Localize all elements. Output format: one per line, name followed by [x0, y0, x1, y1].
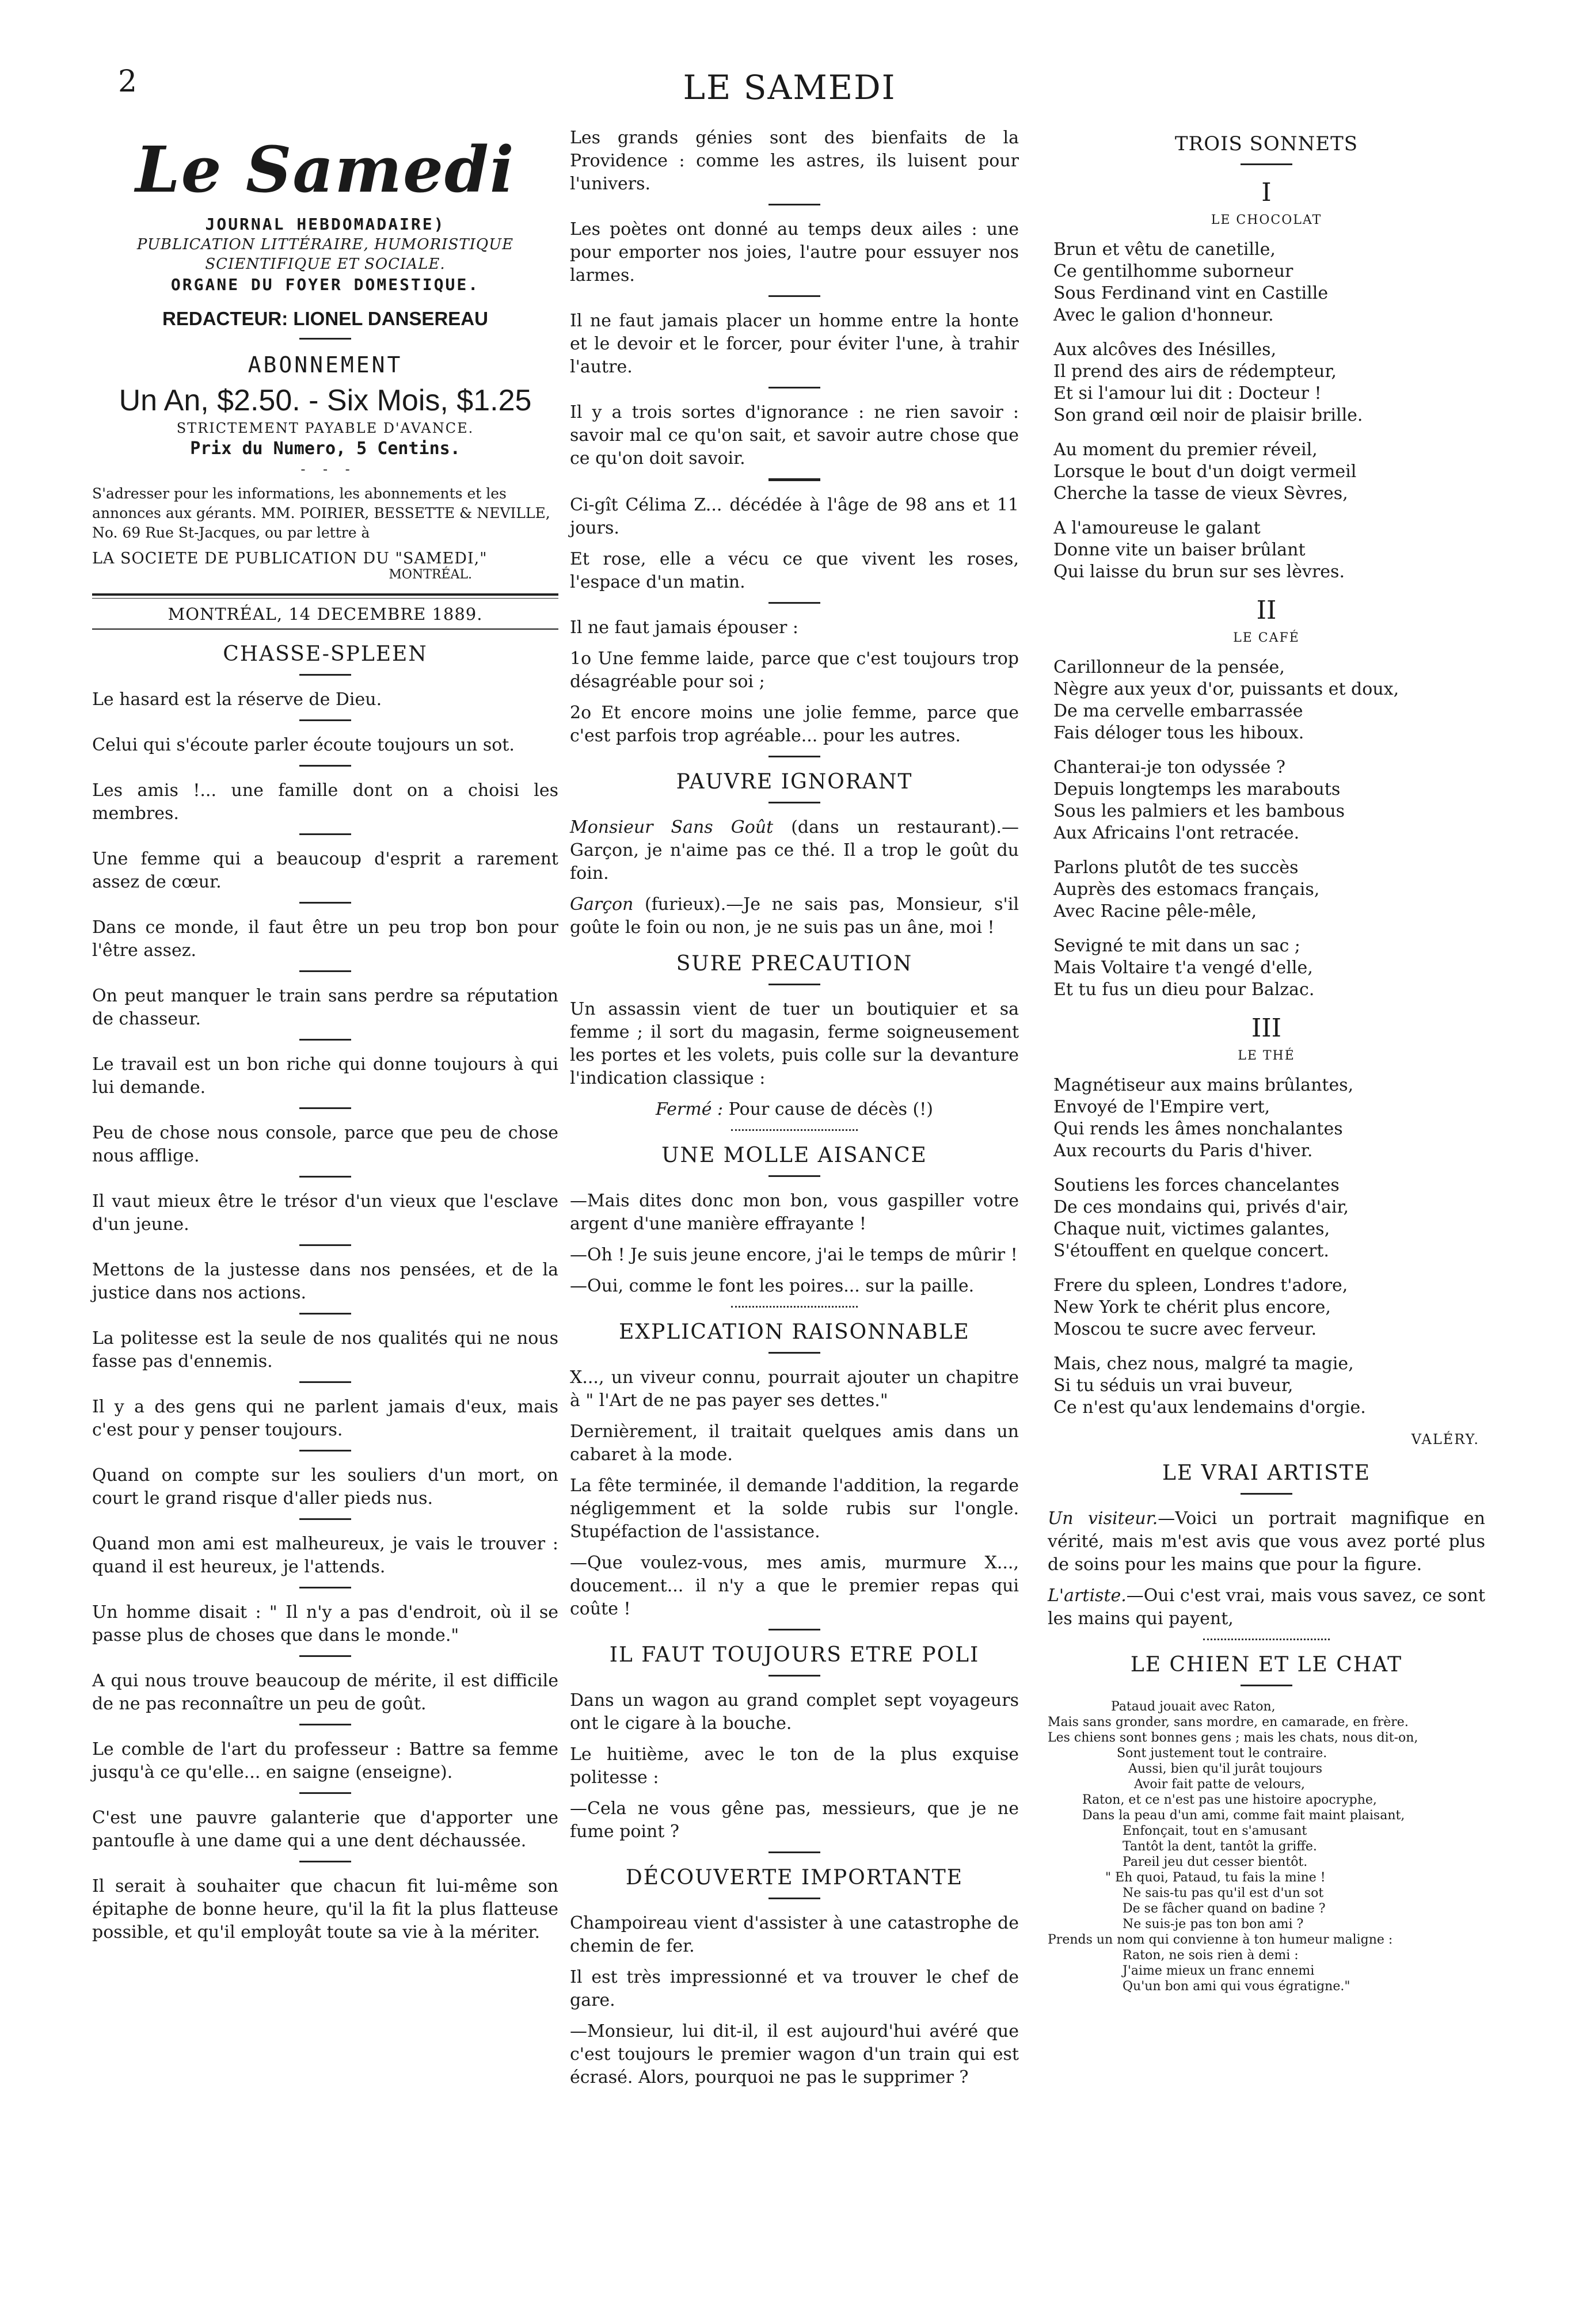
fable-line: Avoir fait patte de velours,: [1134, 1777, 1306, 1792]
fable-body: [1048, 1699, 1485, 1994]
fable-line: " Eh quoi, Pataud, tu fais la mine !: [1105, 1870, 1326, 1885]
paragraph-text: —Oui c'est vrai, mais vous savez, ce sont les mains qui payent,: [1048, 1586, 1485, 1629]
separator: [768, 1352, 820, 1354]
separator: [299, 833, 351, 835]
verse-line: Carillonneur de la pensée,: [1053, 657, 1285, 677]
fable-line: Qu'un bon ami qui vous égratigne.": [1123, 1979, 1350, 1994]
verse-line: Auprès des estomacs français,: [1053, 879, 1320, 900]
paragraph: —Que voulez-vous, mes amis, murmure X..., doucement... il n'y a que le premier repas qui coûte !: [570, 1553, 1019, 1619]
sonnet-subtitle: LE CAFÉ: [1233, 631, 1300, 645]
verse-line: Sevigné te mit dans un sac ;: [1053, 936, 1300, 956]
verse-line: Fais déloger tous les hiboux.: [1053, 723, 1304, 743]
paragraph: —Oh ! Je suis jeune encore, j'ai le temps de mûrir !: [570, 1245, 1018, 1265]
paragraph-text: —Voici un portrait magnifique en vérité, mais m'est avis que vous avez porté plus de soins pour les mains que pour la figure.: [1048, 1508, 1486, 1575]
stanza: [1053, 339, 1485, 426]
separator: [299, 1244, 351, 1246]
maxim: 1o Une femme laide, parce que c'est toujours trop désagréable pour soi ;: [570, 649, 1019, 692]
fable-line: Tantôt la dent, tantôt la griffe.: [1123, 1839, 1317, 1854]
paragraph-text: (dans un restaurant).—Garçon, je n'aime pas ce thé. Il a trop le goût du foin.: [570, 817, 1019, 883]
verse-line: Frere du spleen, Londres t'adore,: [1053, 1275, 1348, 1296]
maxim: Quand mon ami est malheureux, je vais le trouver : quand il est heureux, je l'attends.: [92, 1534, 558, 1577]
separator: [299, 1107, 351, 1109]
fable-line: Aussi, bien qu'il jurât toujours: [1128, 1762, 1323, 1776]
stanza: [1053, 239, 1485, 326]
fable-line: De se fâcher quand on badine ?: [1123, 1902, 1326, 1916]
maxim: Les amis !... une famille dont on a choisi les membres.: [92, 780, 558, 824]
paragraph: Il est très impressionné et va trouver le chef de gare.: [570, 1967, 1019, 2010]
verse-line: Aux recourts du Paris d'hiver.: [1053, 1141, 1313, 1161]
separator: [299, 1655, 351, 1657]
sonnet-subtitle: LE THÉ: [1238, 1049, 1295, 1063]
maxim: Il y a trois sortes d'ignorance : ne rien savoir : savoir mal ce qu'on sait, et savoir autre chose que ce qu'on doit savoir.: [570, 402, 1019, 468]
section-title-decouverte: DÉCOUVERTE IMPORTANTE: [625, 1866, 964, 1889]
verse-line: S'étouffent en quelque concert.: [1053, 1241, 1329, 1261]
verse-line: Il prend des airs de rédempteur,: [1053, 361, 1337, 382]
maxim: Il y a des gens qui ne parlent jamais d'eux, mais c'est pour y penser toujours.: [92, 1397, 558, 1440]
masthead-notice: S'adresser pour les informations, les abonnements et les annonces aux gérants. MM. POIRIER, BESSETTE & NEVILLE, No. 69 Rue St-Jacques, ou par lettre à: [92, 485, 550, 541]
fable-line: Pareil jeu dut cesser bientôt.: [1123, 1855, 1308, 1869]
separator: [768, 1629, 820, 1630]
sonnet-number: I: [1261, 178, 1272, 207]
page-number: 2: [118, 64, 138, 99]
masthead-pub-line-2: SCIENTIFIQUE ET SOCIALE.: [205, 256, 446, 273]
separator: [768, 1898, 820, 1899]
masthead-price: Un An, $2.50. - Six Mois, $1.25: [119, 384, 532, 417]
separator: [299, 902, 351, 904]
verse-line: Brun et vêtu de canetille,: [1053, 239, 1276, 260]
paragraph: Un assassin vient de tuer un boutiquier et sa femme ; il sort du magasin, ferme soigneusement les portes et les volets, puis colle sur la devanture l'indication classique :: [570, 999, 1019, 1088]
verse-line: Magnétiseur aux mains brûlantes,: [1053, 1075, 1354, 1095]
maxim: Le travail est un bon riche qui donne toujours à qui lui demande.: [92, 1054, 558, 1098]
speaker-label: Un visiteur.: [1048, 1508, 1158, 1529]
verse-line: Lorsque le bout d'un doigt vermeil: [1053, 462, 1357, 482]
masthead-redacteur: REDACTEUR: LIONEL DANSEREAU: [162, 308, 488, 329]
stanza: [1053, 1175, 1485, 1262]
paragraph: [570, 893, 1019, 939]
fable-line: Prends un nom qui convienne à ton humeur maligne :: [1048, 1933, 1393, 1947]
separator: [299, 1861, 351, 1862]
maxim: Un homme disait : " Il n'y a pas d'endroit, où il se passe plus de choses que dans le monde.": [92, 1602, 558, 1645]
maxim: La politesse est la seule de nos qualités qui ne nous fasse pas d'ennemis.: [92, 1328, 558, 1371]
maxim: Quand on compte sur les souliers d'un mort, on court le grand risque d'aller pieds nus.: [92, 1465, 558, 1508]
paragraph: [570, 1098, 1019, 1121]
section-title-chien-chat: LE CHIEN ET LE CHAT: [1130, 1653, 1403, 1677]
separator: [768, 478, 820, 481]
maxim: On peut manquer le train sans perdre sa réputation de chasseur.: [92, 986, 558, 1029]
paragraph: X..., un viveur connu, pourrait ajouter un chapitre à " l'Art de ne pas payer ses dettes.": [570, 1367, 1019, 1411]
fable-line: Sont justement tout le contraire.: [1117, 1746, 1327, 1761]
separator: [299, 1313, 351, 1315]
masthead-payable: STRICTEMENT PAYABLE D'AVANCE.: [176, 420, 474, 436]
paragraph: Dans un wagon au grand complet sept voyageurs ont le cigare à la bouche.: [570, 1690, 1019, 1734]
separator: [768, 756, 820, 757]
maxim: Il serait à souhaiter que chacun fit lui-même son épitaphe de bonne heure, qu'il la fit la plus flatteuse possible, et qu'il employât toute sa vie à la mériter.: [92, 1876, 558, 1942]
separator: [1241, 163, 1292, 165]
maxims-list: [92, 688, 558, 1944]
speaker-label: Garçon: [570, 894, 634, 915]
verse-line: Avec Racine pêle-mêle,: [1053, 901, 1257, 921]
separator: [299, 1381, 351, 1383]
masthead-rule: [92, 593, 558, 599]
maxim: 2o Et encore moins une jolie femme, parce que c'est parfois trop agréable... pour les autres.: [570, 703, 1019, 746]
separator: [731, 1129, 858, 1131]
paragraph-text: Pour cause de décès (!): [728, 1099, 933, 1119]
separator: [768, 602, 820, 604]
section-title-explication: EXPLICATION RAISONNABLE: [619, 1320, 970, 1344]
separator: [1241, 1493, 1292, 1495]
paragraph: —Oui, comme le font les poires... sur la paille.: [570, 1276, 975, 1296]
page-header: [0, 0, 1579, 115]
separator: [299, 1724, 351, 1725]
separator: [768, 295, 820, 297]
verse-line: Ce gentilhomme suborneur: [1053, 261, 1293, 281]
stanza: [1053, 439, 1485, 505]
maxim: Une femme qui a beaucoup d'esprit a rarement assez de cœur.: [92, 849, 558, 892]
verse-line: Et tu fus un dieu pour Balzac.: [1053, 980, 1315, 1000]
masthead-organ: ORGANE DU FOYER DOMESTIQUE.: [170, 275, 480, 294]
separator: [299, 719, 351, 721]
verse-line: De ces mondains qui, privés d'air,: [1053, 1197, 1349, 1217]
separator: [768, 387, 820, 388]
separator: [299, 1587, 351, 1588]
maxim: Les poètes ont donné au temps deux ailes : une pour emporter nos joies, l'autre pour essuyer nos larmes.: [570, 219, 1019, 285]
paragraph: —Cela ne vous gêne pas, messieurs, que je ne fume point ?: [570, 1799, 1019, 1842]
dateline: MONTRÉAL, 14 DECEMBRE 1889.: [168, 604, 483, 624]
verse-line: Moscou te sucre avec ferveur.: [1053, 1319, 1317, 1339]
paragraph: [1048, 1507, 1485, 1576]
running-head: LE SAMEDI: [683, 68, 896, 107]
verse-line: Son grand œil noir de plaisir brille.: [1053, 405, 1363, 425]
stanza: [1053, 1275, 1485, 1340]
maxim: Il ne faut jamais épouser :: [570, 618, 799, 638]
fable-line: Les chiens sont bonnes gens ; mais les chats, nous dit-on,: [1048, 1731, 1418, 1745]
verse-line: Et si l'amour lui dit : Docteur !: [1053, 383, 1322, 403]
section-title-chasse-spleen: CHASSE-SPLEEN: [223, 642, 428, 666]
paragraph: Dernièrement, il traitait quelques amis dans un cabaret à la mode.: [570, 1422, 1019, 1465]
masthead-title: Le Samedi: [135, 132, 515, 207]
separator: [299, 1792, 351, 1794]
section-title-sure-precaution: SURE PRECAUTION: [676, 952, 913, 976]
fable-line: Ne suis-je pas ton bon ami ?: [1123, 1917, 1304, 1931]
separator: [768, 984, 820, 985]
maxim: Les grands génies sont des bienfaits de la Providence : comme les astres, ils luisent pour l'univers.: [570, 128, 1019, 194]
verse-line: Qui rends les âmes nonchalantes: [1053, 1119, 1343, 1139]
fable-line: Pataud jouait avec Raton,: [1111, 1700, 1276, 1714]
stanza: [1053, 1075, 1485, 1162]
verse-line: Chaque nuit, victimes galantes,: [1053, 1219, 1330, 1239]
verse-line: Ce n'est qu'aux lendemains d'orgie.: [1053, 1397, 1366, 1418]
fable-line: J'aime mieux un franc ennemi: [1123, 1964, 1315, 1978]
maxim: Peu de chose nous console, parce que peu de chose nous afflige.: [92, 1123, 558, 1166]
sonnet-number: III: [1251, 1014, 1282, 1043]
separator: [768, 204, 820, 205]
paragraph-text: (furieux).—Je ne sais pas, Monsieur, s'il goûte le foin ou non, je ne suis pas un âne, moi !: [570, 894, 1019, 938]
fable-line: Mais sans gronder, sans mordre, en camarade, en frère.: [1048, 1715, 1409, 1729]
stanza: [1053, 657, 1485, 744]
fable-line: Dans la peau d'un ami, comme fait maint plaisant,: [1082, 1808, 1405, 1823]
masthead-abonnement: ABONNEMENT: [248, 352, 403, 378]
maxim: A qui nous trouve beaucoup de mérite, il est difficile de ne pas reconnaître un peu de goût.: [92, 1671, 558, 1714]
verse-line: Qui laisse du brun sur ses lèvres.: [1053, 562, 1345, 582]
column-2: [570, 127, 1019, 2097]
fable-line: Raton, et ce n'est pas une histoire apocryphe,: [1082, 1793, 1377, 1807]
verse-line: Sous les palmiers et les bambous: [1053, 801, 1345, 821]
masthead-pub-line-1: PUBLICATION LITTÉRAIRE, HUMORISTIQUE: [136, 236, 514, 253]
paragraph: Champoireau vient d'assister à une catastrophe de chemin de fer.: [570, 1913, 1019, 1956]
maxim: Et rose, elle a vécu ce que vivent les roses, l'espace d'un matin.: [570, 549, 1019, 592]
paragraph: Le huitième, avec le ton de la plus exquise politesse :: [570, 1744, 1019, 1788]
section-title-molle-aisance: UNE MOLLE AISANCE: [661, 1144, 927, 1167]
stanza: [1053, 1353, 1485, 1419]
verse-line: Aux Africains l'ont retracée.: [1053, 823, 1300, 843]
separator: [768, 1675, 820, 1677]
separator: [768, 1851, 820, 1853]
maxim: Il ne faut jamais placer un homme entre la honte et le devoir et le forcer, pour éviter l'une, à trahir l'autre.: [570, 311, 1019, 377]
maxim: Le hasard est la réserve de Dieu.: [92, 689, 382, 710]
maxim: Ci-gît Célima Z... décédée à l'âge de 98 ans et 11 jours.: [570, 495, 1019, 538]
author-signature: VALÉRY.: [1411, 1431, 1479, 1447]
maxim: Dans ce monde, il faut être un peu trop bon pour l'être assez.: [92, 917, 558, 961]
separator: [731, 1306, 858, 1308]
separator: [299, 338, 351, 340]
paragraph: [570, 816, 1019, 885]
masthead-prix: Prix du Numero, 5 Centins.: [190, 439, 461, 459]
maxim: Le comble de l'art du professeur : Battre sa femme jusqu'à ce qu'elle... en saigne (enseigne).: [92, 1739, 558, 1782]
sonnet-subtitle: LE CHOCOLAT: [1211, 213, 1322, 227]
column-1: [92, 127, 558, 1952]
stanza: [1053, 517, 1485, 583]
maxim: Celui qui s'écoute parler écoute toujours un sot.: [92, 735, 515, 755]
section-title-pauvre-ignorant: PAUVRE IGNORANT: [676, 770, 913, 794]
maxim: Mettons de la justesse dans nos pensées, et de la justice dans nos actions.: [92, 1260, 558, 1303]
masthead-dashes: - - -: [300, 461, 350, 477]
sonnet-body: [1048, 239, 1485, 583]
fable-line: Raton, ne sois rien à demi :: [1123, 1948, 1299, 1963]
separator: [299, 1518, 351, 1520]
sign-label: Fermé :: [656, 1099, 724, 1119]
speaker-label: L'artiste.: [1048, 1586, 1127, 1606]
verse-line: Sous Ferdinand vint en Castille: [1053, 283, 1329, 303]
verse-line: A l'amoureuse le galant: [1053, 518, 1261, 538]
separator: [1203, 1639, 1330, 1640]
sonnet-body: [1048, 1075, 1485, 1419]
section-title-etre-poli: IL FAUT TOUJOURS ETRE POLI: [609, 1643, 980, 1667]
section-title-vrai-artiste: LE VRAI ARTISTE: [1162, 1461, 1371, 1485]
separator: [1241, 1685, 1292, 1686]
masthead-subtitle: JOURNAL HEBDOMADAIRE): [205, 215, 446, 234]
fable-line: Ne sais-tu pas qu'il est d'un sot: [1123, 1886, 1324, 1900]
verse-line: New York te chérit plus encore,: [1053, 1297, 1331, 1317]
verse-line: Nègre aux yeux d'or, puissants et doux,: [1053, 679, 1399, 699]
verse-line: Si tu séduis un vrai buveur,: [1053, 1376, 1293, 1396]
verse-line: Depuis longtemps les marabouts: [1053, 779, 1341, 799]
paragraph: —Mais dites donc mon bon, vous gaspiller votre argent d'une manière effrayante !: [570, 1191, 1019, 1234]
paragraph: —Monsieur, lui dit-il, il est aujourd'hui avéré que c'est toujours le premier wagon d'un train qui est écrasé. Alors, pourquoi ne pas le supprimer ?: [570, 2021, 1019, 2087]
verse-line: Cherche la tasse de vieux Sèvres,: [1053, 483, 1348, 504]
maxim: Il vaut mieux être le trésor d'un vieux que l'esclave d'un jeune.: [92, 1191, 558, 1235]
sonnet-body: [1048, 657, 1485, 1001]
verse-line: Mais, chez nous, malgré ta magie,: [1053, 1354, 1354, 1374]
maxims-list: [570, 127, 1019, 757]
fable-line: Enfonçait, tout en s'amusant: [1123, 1824, 1307, 1838]
separator: [299, 674, 351, 676]
masthead-city: MONTRÉAL.: [389, 567, 472, 582]
masthead-society: LA SOCIETE DE PUBLICATION DU "SAMEDI,": [92, 550, 488, 567]
stanza: [1053, 935, 1485, 1001]
verse-line: Chanterai-je ton odyssée ?: [1053, 757, 1285, 778]
column-3: [1048, 127, 1485, 1994]
speaker-label: Monsieur Sans Goût: [570, 817, 774, 837]
sonnet-number: II: [1256, 596, 1277, 625]
separator: [299, 765, 351, 767]
stanza: [1053, 757, 1485, 844]
verse-line: Au moment du premier réveil,: [1053, 440, 1318, 460]
separator: [299, 1039, 351, 1041]
section-title-trois-sonnets: TROIS SONNETS: [1174, 132, 1359, 155]
paragraph: La fête terminée, il demande l'addition, la regarde négligemment et la solde rubis sur l'ongle. Stupéfaction de l'assistance.: [570, 1476, 1019, 1542]
separator: [768, 802, 820, 803]
stanza: [1053, 857, 1485, 923]
verse-line: Parlons plutôt de tes succès: [1053, 858, 1299, 878]
maxim: C'est une pauvre galanterie que d'apporter une pantoufle à une dame qui a une dent déchaussée.: [92, 1808, 558, 1851]
verse-line: Mais Voltaire t'a vengé d'elle,: [1053, 958, 1313, 978]
verse-line: Soutiens les forces chancelantes: [1053, 1175, 1340, 1195]
verse-line: Avec le galion d'honneur.: [1053, 305, 1274, 325]
separator: [299, 1450, 351, 1451]
verse-line: Aux alcôves des Inésilles,: [1053, 340, 1277, 360]
verse-line: De ma cervelle embarrassée: [1053, 701, 1303, 721]
separator: [299, 970, 351, 972]
verse-line: Donne vite un baiser brûlant: [1053, 540, 1306, 560]
separator: [768, 1175, 820, 1177]
paragraph: [1048, 1584, 1485, 1630]
dateline-rule: [92, 628, 558, 630]
separator: [299, 1176, 351, 1178]
verse-line: Envoyé de l'Empire vert,: [1053, 1097, 1270, 1117]
